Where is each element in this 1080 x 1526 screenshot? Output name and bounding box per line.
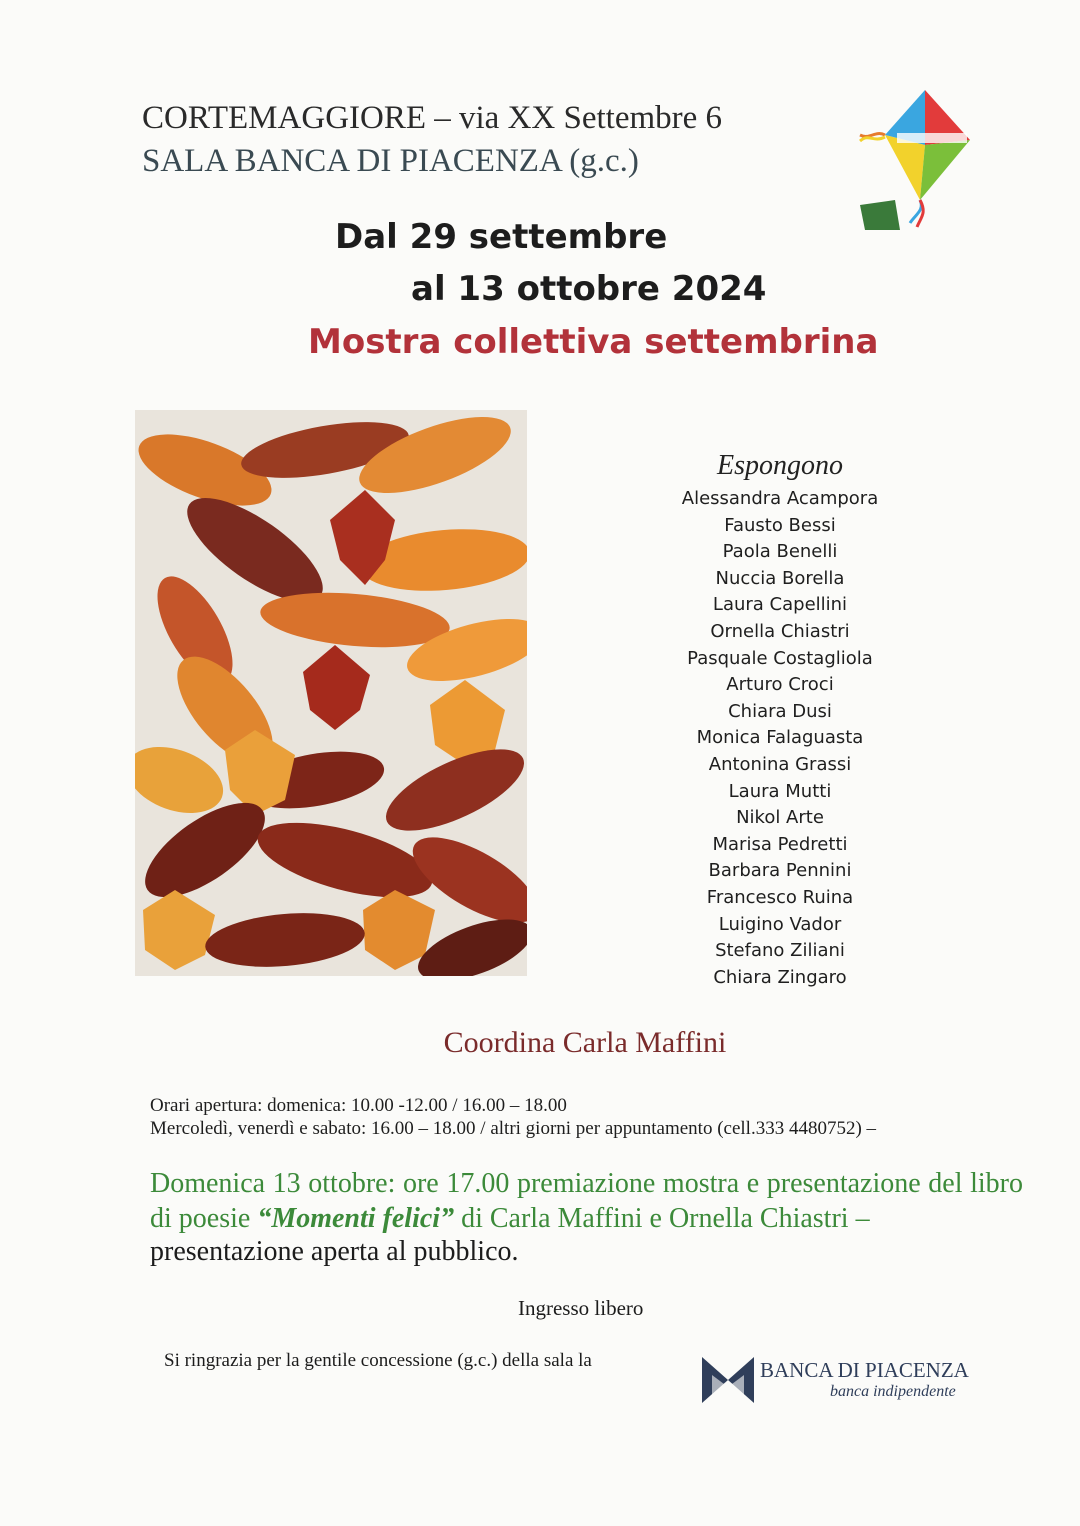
artist-name: Francesco Ruina [706, 886, 854, 908]
artist-name: Fausto Bessi [724, 514, 836, 536]
artist-name: Marisa Pedretti [712, 833, 848, 855]
artist-name: Nikol Arte [736, 807, 824, 829]
date-end: al 13 ottobre 2024 [411, 269, 767, 309]
autumn-leaves-image [135, 410, 527, 976]
artist-name: Pasquale Costagliola [687, 647, 873, 669]
artist-name: Arturo Croci [726, 674, 834, 696]
venue-address: CORTEMAGGIORE – via XX Settembre 6 [142, 100, 723, 136]
event-closing: presentazione aperta al pubblico. [150, 1236, 519, 1267]
thanks-note: Si ringrazia per la gentile concessione (g.c.) della sala la [164, 1350, 592, 1371]
artists-list [660, 450, 900, 991]
artist-name: Barbara Pennini [708, 860, 852, 882]
event-announcement [150, 1166, 1023, 1236]
artist-name: Laura Capellini [712, 594, 848, 616]
bank-name: BANCA DI PIACENZA [760, 1358, 969, 1382]
artist-name: Monica Falaguasta [696, 727, 864, 749]
opening-hours-weekdays: Mercoledì, venerdì e sabato: 16.00 – 18.00 / altri giorni per appuntamento (cell.333 4480752) – [150, 1118, 877, 1139]
artists-heading: Espongono [717, 450, 843, 481]
event-intro: Domenica 13 ottobre: ore 17.00 premiazione mostra e presentazione del libro di poesie [150, 1168, 1023, 1234]
artist-name: Chiara Zingaro [713, 966, 847, 988]
venue-name: SALA BANCA DI PIACENZA (g.c.) [142, 143, 639, 179]
date-start: Dal 29 settembre [335, 217, 668, 257]
artist-name: Ornella Chiastri [710, 620, 850, 642]
artist-name: Alessandra Acampora [681, 488, 879, 509]
free-entrance-note: Ingresso libero [518, 1296, 644, 1320]
kite-logo-icon [855, 85, 975, 235]
artist-name: Nuccia Borella [715, 567, 845, 589]
artist-name: Chiara Dusi [728, 700, 832, 722]
bank-tagline: banca indipendente [830, 1383, 956, 1400]
coordinator-credit: Coordina Carla Maffini [443, 1026, 727, 1059]
artist-name: Luigino Vador [718, 913, 842, 935]
artist-name: Stefano Ziliani [715, 940, 845, 962]
book-title: “Momenti felici” [257, 1203, 455, 1234]
artist-name: Antonina Grassi [708, 753, 852, 775]
artist-name: Laura Mutti [728, 780, 832, 802]
opening-hours-sunday: Orari apertura: domenica: 10.00 -12.00 / 16.00 – 18.00 [150, 1095, 567, 1116]
artist-name: Paola Benelli [722, 541, 838, 563]
bank-logo-icon [702, 1357, 754, 1403]
event-outro: di Carla Maffini e Ornella Chiastri – [454, 1203, 870, 1234]
exhibit-title: Mostra collettiva settembrina [308, 322, 879, 362]
